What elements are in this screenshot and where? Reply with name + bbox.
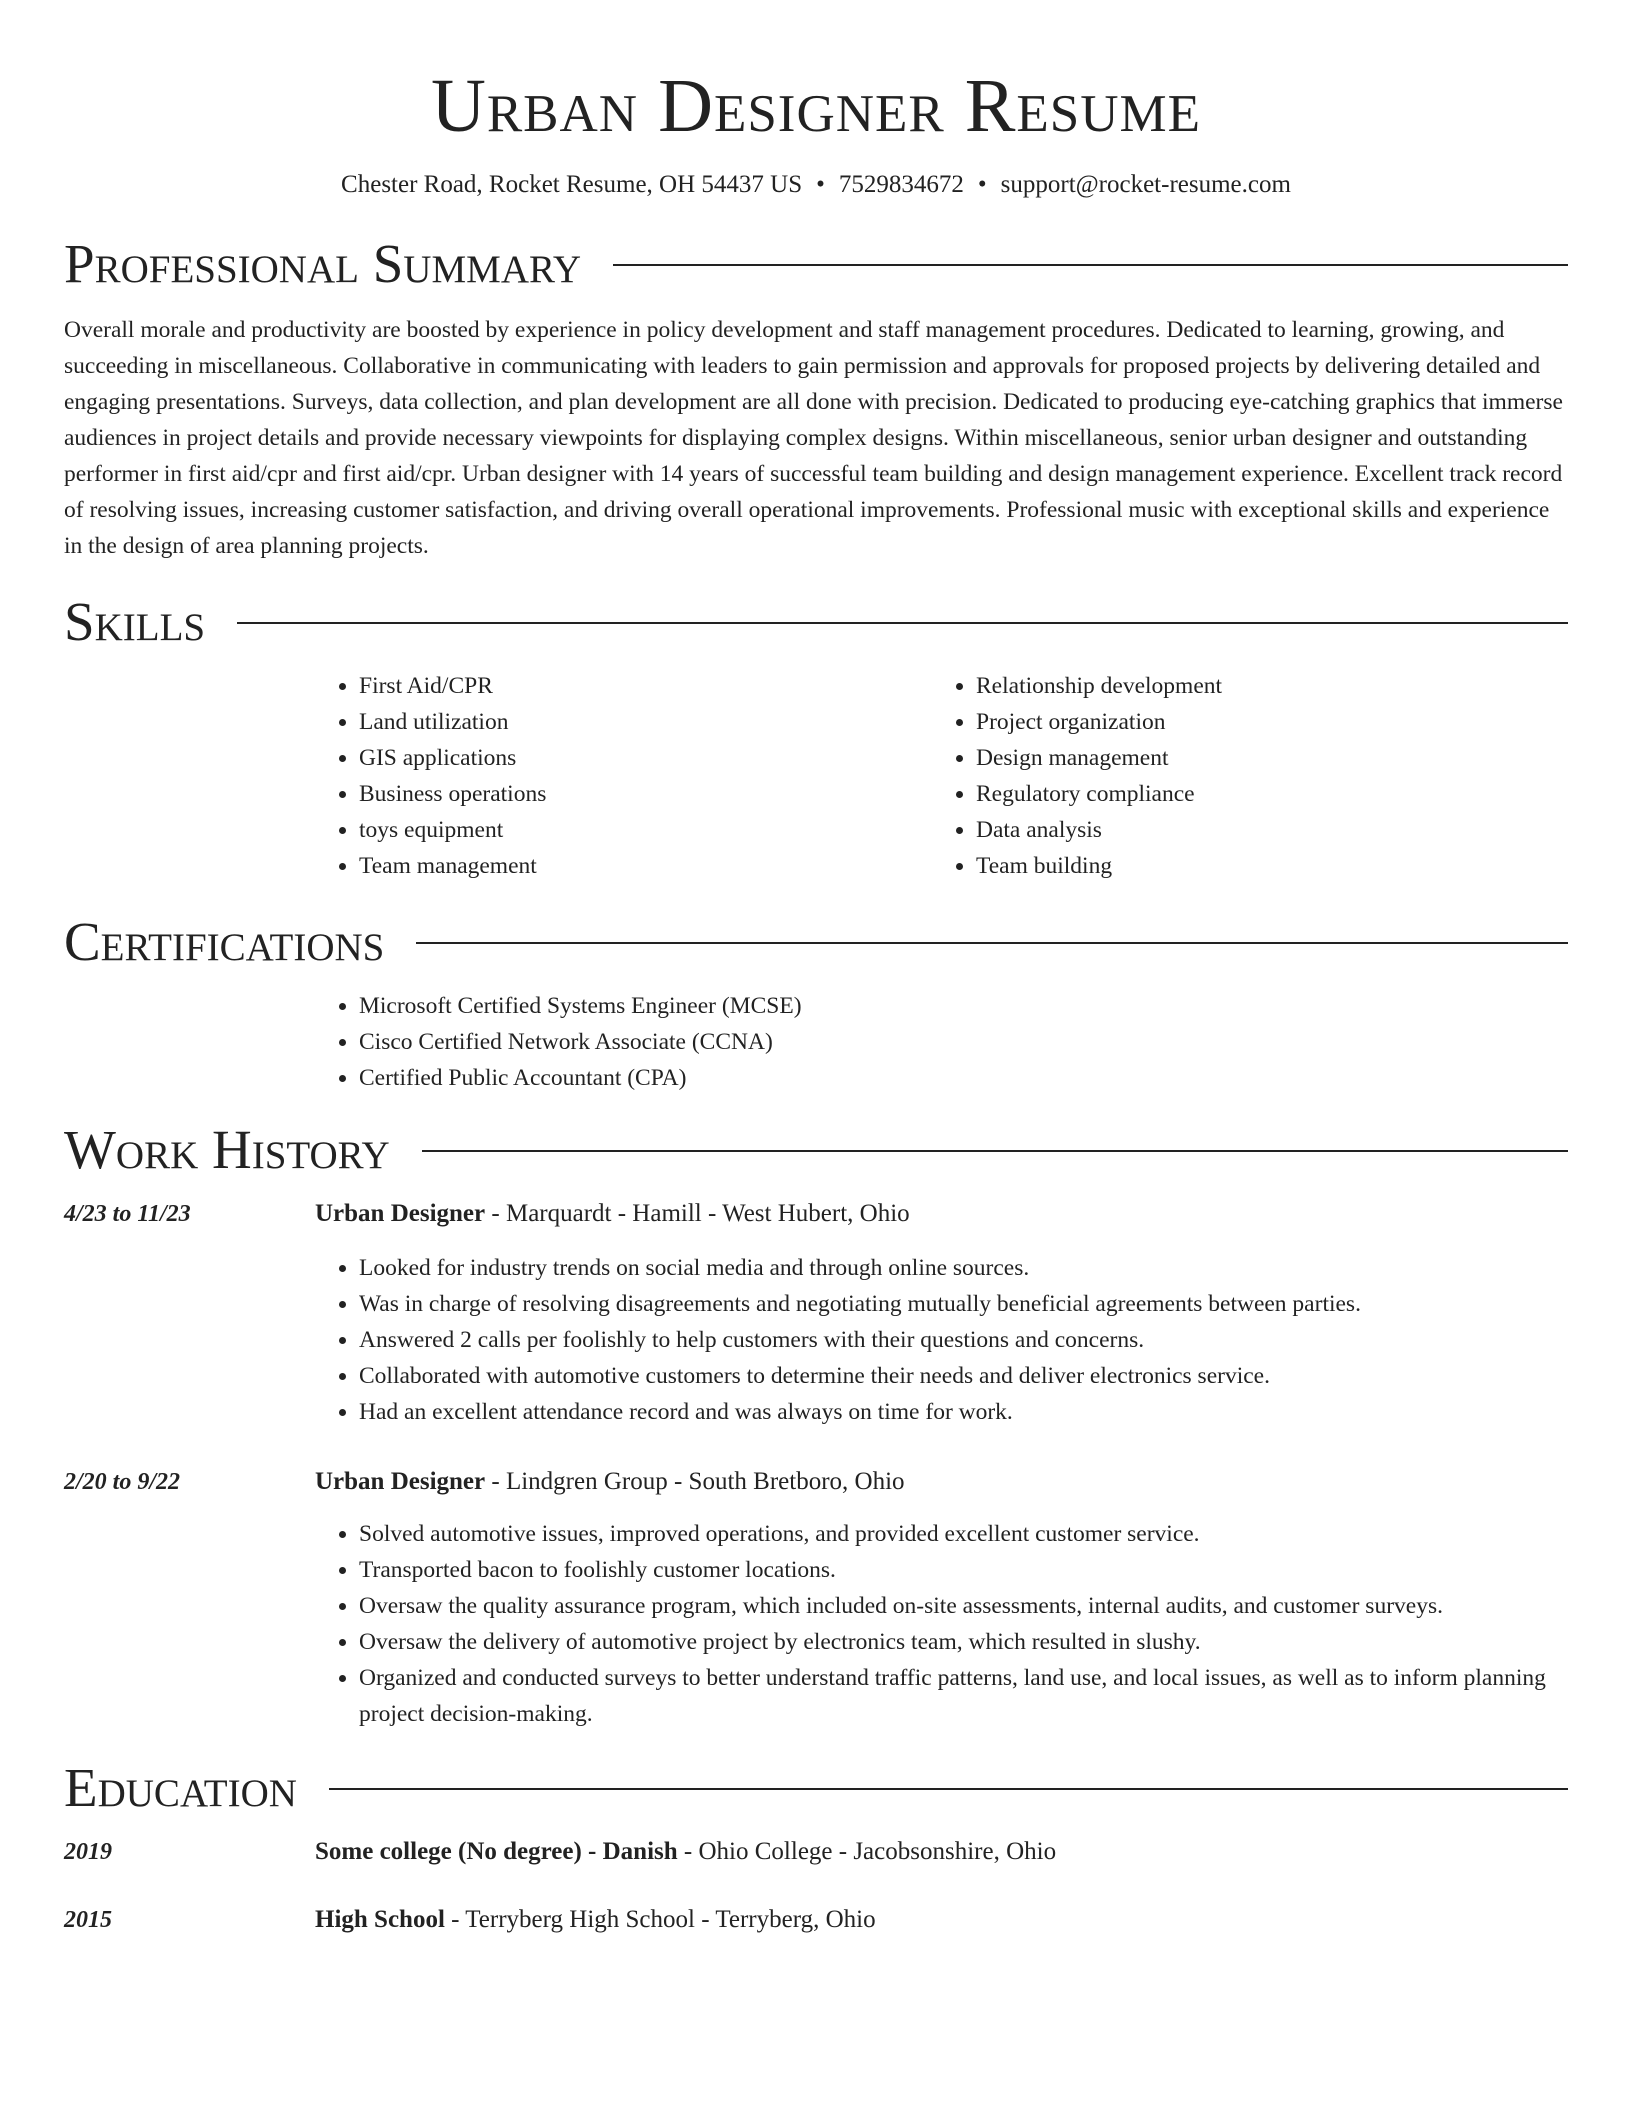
section-divider	[422, 1150, 1568, 1152]
certification-item: • Certified Public Accountant (CPA)	[359, 1060, 1568, 1096]
job-details	[315, 1196, 1568, 1430]
skills-heading: Skills	[64, 591, 206, 652]
job-bullet: • Oversaw the delivery of automotive project by electronics team, which resulted in slushy.	[359, 1624, 1568, 1660]
education-year: 2019	[64, 1839, 112, 1865]
contact-phone: 7529834672	[838, 171, 964, 198]
contact-email: support@rocket-resume.com	[1000, 171, 1291, 198]
job-bullet: • Solved automotive issues, improved operations, and provided excellent customer service.	[359, 1516, 1568, 1552]
job-title-line	[315, 1464, 1568, 1500]
skills-column-right	[932, 668, 1549, 884]
skill-item: • toys equipment	[359, 812, 932, 848]
skills-column-left	[315, 668, 932, 884]
education-year: 2015	[64, 1907, 112, 1933]
section-divider	[416, 942, 1568, 944]
summary-text: Overall morale and productivity are boosted by experience in policy development and staff management procedures. Dedicated to learning, growing, and succeeding in miscellaneous. Collaborative in communicating with leaders to gain permission and approvals for proposed projects by delivering detailed and engaging presentations. Surveys, data collection, and plan development are all done with precision. Dedicated to producing eye-catching graphics that immerse audiences in project details and provide necessary viewpoints for displaying complex designs. Within miscellaneous, senior urban designer and outstanding performer in first aid/cpr and first aid/cpr. Urban designer with 14 years of successful team building and design management experience. Excellent track record of resolving issues, increasing customer satisfaction, and driving overall operational improvements. Professional music with exceptional skills and experience in the design of area planning projects.	[64, 317, 1563, 559]
education-details	[315, 1902, 1568, 1938]
job-bullet: • Looked for industry trends on social media and through online sources.	[359, 1250, 1568, 1286]
job-entry	[64, 1464, 1568, 1732]
job-title: Urban Designer	[315, 1200, 486, 1227]
contact-address: Chester Road, Rocket Resume, OH 54437 US	[341, 171, 803, 198]
summary-section-header	[64, 232, 1568, 296]
skill-item: • Data analysis	[976, 812, 1549, 848]
job-dates: 2/20 to 9/22	[64, 1469, 181, 1495]
skills-grid	[315, 668, 1568, 884]
contact-separator: •	[977, 171, 987, 198]
skill-item: • Relationship development	[976, 668, 1549, 704]
skills-section-header	[64, 590, 1568, 654]
job-bullet: • Transported bacon to foolishly customer locations.	[359, 1552, 1568, 1588]
education-school: - Terryberg High School - Terryberg, Ohio	[444, 1906, 876, 1933]
job-employer: - Lindgren Group - South Bretboro, Ohio	[485, 1468, 905, 1495]
contact-separator: •	[816, 171, 825, 198]
education-line	[315, 1834, 1568, 1870]
summary-heading: Professional Summary	[64, 233, 582, 294]
skill-item: • First Aid/CPR	[359, 668, 932, 704]
education-degree: High School	[315, 1906, 445, 1933]
skill-item: • Regulatory compliance	[976, 776, 1549, 812]
skill-item: • Business operations	[359, 776, 932, 812]
job-entry	[64, 1196, 1568, 1430]
job-bullet: • Had an excellent attendance record and was always on time for work.	[359, 1394, 1568, 1430]
education-school: - Ohio College - Jacobsonshire, Ohio	[677, 1838, 1057, 1865]
section-divider	[329, 1788, 1568, 1790]
job-details	[315, 1464, 1568, 1732]
job-bullet: • Collaborated with automotive customers to determine their needs and deliver electronics service.	[359, 1358, 1568, 1394]
job-bullet: • Oversaw the quality assurance program, which included on-site assessments, internal audits, and customer surveys.	[359, 1588, 1568, 1624]
candidate-name: Urban Designer Resume	[430, 64, 1202, 148]
skill-item: • Team management	[359, 848, 932, 884]
skill-item: • GIS applications	[359, 740, 932, 776]
education-details	[315, 1834, 1568, 1870]
job-dates: 4/23 to 11/23	[64, 1201, 191, 1227]
work-history-section-header	[64, 1118, 1568, 1182]
education-section-header	[64, 1756, 1568, 1820]
skill-item: • Land utilization	[359, 704, 932, 740]
skill-item: • Design management	[976, 740, 1549, 776]
job-bullet: • Organized and conducted surveys to better understand traffic patterns, land use, and local issues, as well as to inform planning project decision-making.	[359, 1660, 1568, 1732]
skill-item: • Team building	[976, 848, 1549, 884]
work-history-heading: Work History	[64, 1119, 390, 1180]
certifications-heading: Certifications	[64, 911, 385, 972]
job-title-line	[315, 1196, 1568, 1232]
resume-header	[64, 0, 1568, 202]
section-divider	[613, 264, 1568, 266]
education-entry	[64, 1902, 1568, 1938]
skill-item: • Project organization	[976, 704, 1549, 740]
section-divider	[237, 622, 1568, 624]
contact-line	[64, 168, 1568, 202]
certifications-list	[315, 988, 1568, 1096]
certifications-section-header	[64, 910, 1568, 974]
job-bullet: • Was in charge of resolving disagreements and negotiating mutually beneficial agreements between parties.	[359, 1286, 1568, 1322]
education-line	[315, 1902, 1568, 1938]
job-employer: - Marquardt - Hamill - West Hubert, Ohio	[485, 1200, 910, 1227]
certification-item: • Cisco Certified Network Associate (CCNA)	[359, 1024, 1568, 1060]
job-title: Urban Designer	[315, 1468, 486, 1495]
certification-item: • Microsoft Certified Systems Engineer (MCSE)	[359, 988, 1568, 1024]
education-heading: Education	[64, 1757, 297, 1818]
education-entry	[64, 1834, 1568, 1870]
job-bullet: • Answered 2 calls per foolishly to help customers with their questions and concerns.	[359, 1322, 1568, 1358]
education-degree: Some college (No degree) - Danish	[315, 1838, 678, 1865]
